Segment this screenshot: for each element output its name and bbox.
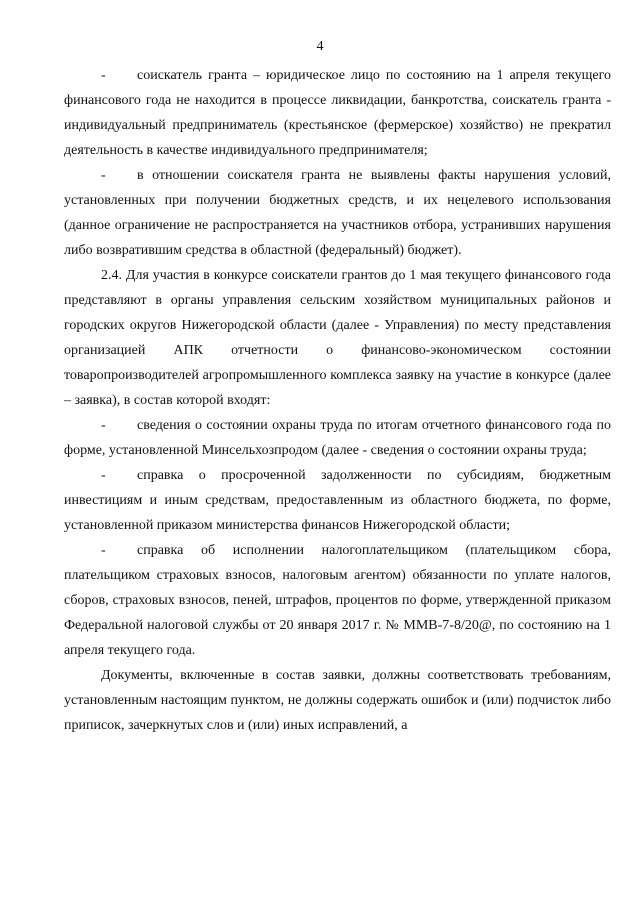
paragraph-documents: Документы, включенные в состав заявки, должны соответствовать требованиям, установленным настоящим пунктом, не должны содержать ошибок и (или) подчисток либо приписок, зачеркнутых слов и (или) иных исправлений, а	[64, 668, 611, 733]
list-marker: -	[101, 68, 106, 83]
list-item	[64, 163, 611, 263]
list-item	[64, 413, 611, 463]
list-item-text: сведения о состоянии охраны труда по итогам отчетного финансового года по форме, установленной Минсельхозпродом (далее - сведения о состоянии охраны труда;	[64, 418, 611, 458]
list-marker: -	[101, 168, 106, 183]
list-item-text: соискатель гранта – юридическое лицо по состоянию на 1 апреля текущего финансового года не находится в процессе ликвидации, банкротства, соискатель гранта - индивидуальный предприниматель (крестьянское (фермерское) хозяйство) не прекратил деятельность в качестве индивидуального предпринимателя;	[64, 68, 611, 158]
list-item-text: справка об исполнении налогоплательщиком (плательщиком сбора, плательщиком страховых взносов, налоговым агентом) обязанности по уплате налогов, сборов, страховых взносов, пеней, штрафов, процентов по форме, утвержденной приказом Федеральной налоговой службы от 20 января 2017 г. № ММВ-7-8/20@, по состоянию на 1 апреля текущего года.	[64, 543, 611, 658]
list-item-text: справка о просроченной задолженности по субсидиям, бюджетным инвестициям и иным средствам, предоставленным из областного бюджета, по форме, установленной приказом министерства финансов Нижегородской области;	[64, 468, 611, 533]
list-marker: -	[101, 468, 106, 483]
document-body	[64, 63, 611, 738]
page-number: 4	[316, 39, 324, 54]
list-marker: -	[101, 418, 106, 433]
paragraph-2-4: 2.4. Для участия в конкурсе соискатели грантов до 1 мая текущего финансового года представляют в органы управления сельским хозяйством муниципальных районов и городских округов Нижегородской области (далее - Управления) по месту представления организацией АПК отчетности о финансово-экономическом состоянии товаропроизводителей агропромышленного комплекса заявку на участие в конкурсе (далее – заявка), в состав которой входят:	[64, 268, 611, 408]
list-item	[64, 463, 611, 538]
list-item	[64, 538, 611, 663]
list-item	[64, 63, 611, 163]
list-marker: -	[101, 543, 106, 558]
list-item-text: в отношении соискателя гранта не выявлены факты нарушения условий, установленных при получении бюджетных средств, и их нецелевого использования (данное ограничение не распространяется на участников отбора, устранивших нарушения либо возвратившим средства в областной (федеральный) бюджет).	[64, 168, 611, 258]
